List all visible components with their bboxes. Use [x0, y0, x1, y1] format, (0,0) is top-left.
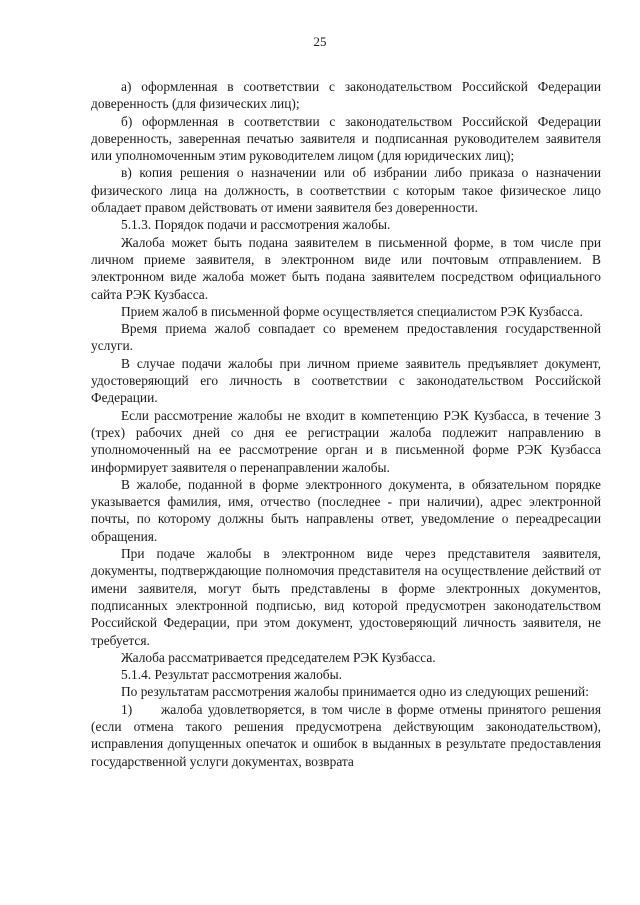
paragraph-item-b: б) оформленная в соответствии с законодательством Российской Федерации доверенность, заверенная печатью заявителя и подписанная руководителем заявителя или уполномоченным этим руководителем лицом (для юридических лиц);: [91, 113, 601, 164]
paragraph-decisions: По результатам рассмотрения жалобы принимается одно из следующих решений:: [121, 684, 589, 700]
numbered-item-1-number: 1): [121, 701, 133, 717]
paragraph-personal-reception: В случае подачи жалобы при личном приеме заявитель предъявляет документ, удостоверяющий его личность в соответствии с законодательством Российской Федерации.: [91, 355, 601, 406]
paragraph-representative: При подаче жалобы в электронном виде через представителя заявителя, документы, подтверждающие полномочия представителя на осуществление действий от имени заявителя, могут быть представлены в форме электронных документов, подписанных электронной подписью, вид которой предусмотрен законодательством Российской Федерации, при этом документ, удостоверяющий личность заявителя, не требуется.: [91, 546, 601, 648]
paragraph-competence: Если рассмотрение жалобы не входит в компетенцию РЭК Кузбасса, в течение 3 (трех) рабочих дней со дня ее регистрации жалоба подлежит направлению в уполномоченный на ее рассмотрение орган и в письменной форме РЭК Кузбасса информирует заявителя о перенаправлении жалобы.: [91, 407, 601, 475]
document-body: [91, 78, 601, 770]
paragraph-item-a: а) оформленная в соответствии с законодательством Российской Федерации доверенность (для физических лиц);: [91, 79, 601, 112]
numbered-item-1-text: жалоба удовлетворяется, в том числе в форме отмены принятого решения (если отмена такого решения предусмотрена действующим законодательством), исправления допущенных опечаток и ошибок в выданных в результате предоставления государственной услуги документах, возврата: [91, 701, 601, 769]
paragraph-electronic-document: В жалобе, поданной в форме электронного документа, в обязательном порядке указывается фамилия, имя, отчество (последнее - при наличии), адрес электронной почты, по которому должны быть направлены ответ, уведомление о переадресации обращения.: [91, 476, 601, 544]
section-heading-5-1-4: 5.1.4. Результат рассмотрения жалобы.: [121, 667, 342, 683]
page-number: 25: [313, 34, 327, 49]
paragraph-item-v: в) копия решения о назначении или об избрании либо приказа о назначении физического лица на должность, в соответствии с которым такое физическое лицо обладает правом действовать от имени заявителя без доверенности.: [91, 165, 601, 216]
paragraph-chairman: Жалоба рассматривается председателем РЭК Кузбасса.: [121, 649, 436, 665]
numbered-item-1: [91, 701, 601, 770]
paragraph-submission-methods: Жалоба может быть подана заявителем в письменной форме, в том числе при личном приеме заявителя, в электронном виде или почтовым отправлением. В электронном виде жалоба может быть подана заявителем посредством официального сайта РЭК Кузбасса.: [91, 234, 601, 302]
paragraph-written-reception: Прием жалоб в письменной форме осуществляется специалистом РЭК Кузбасса.: [121, 303, 583, 319]
section-heading-5-1-3: 5.1.3. Порядок подачи и рассмотрения жалобы.: [121, 217, 391, 233]
paragraph-reception-time: Время приема жалоб совпадает со временем предоставления государственной услуги.: [91, 321, 601, 354]
